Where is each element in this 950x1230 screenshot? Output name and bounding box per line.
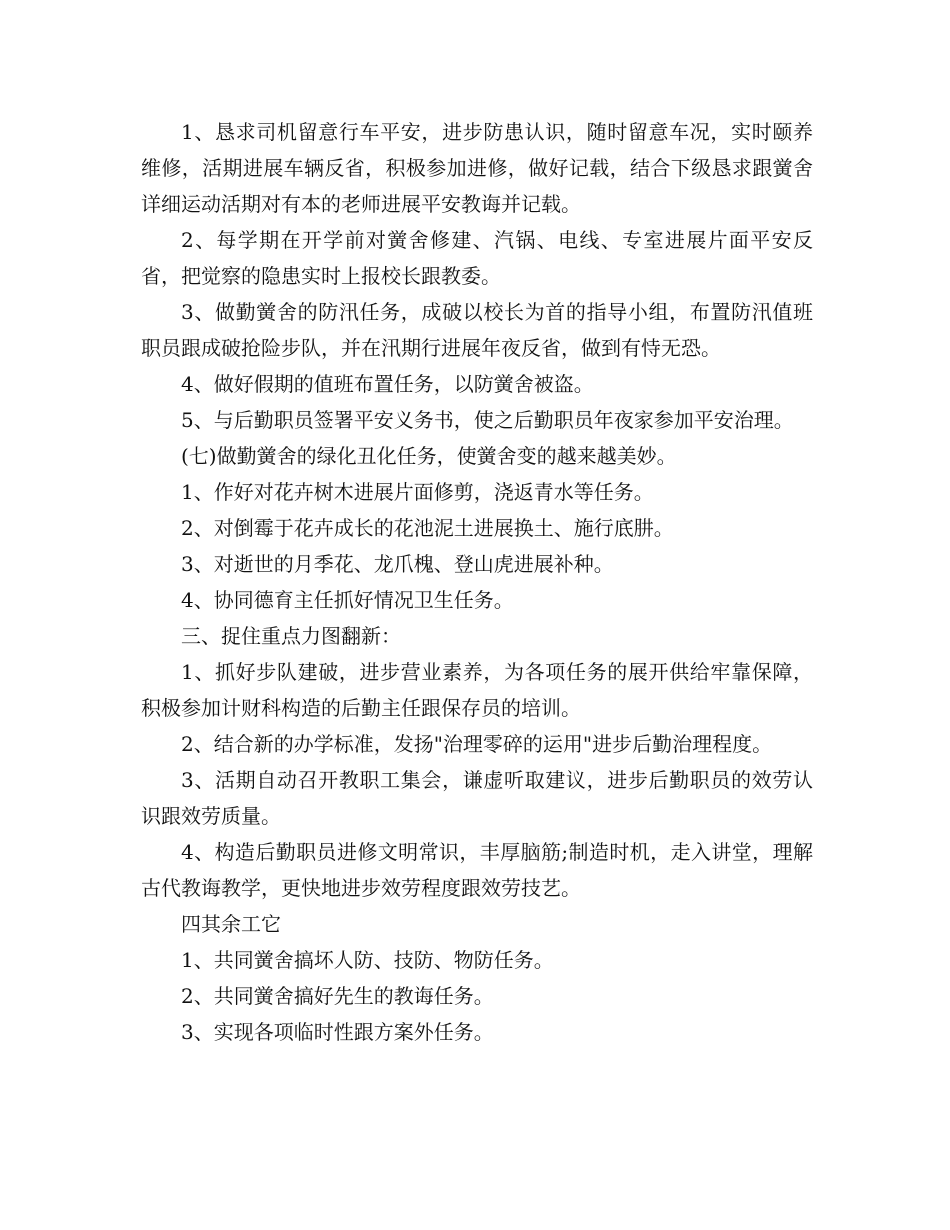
paragraph-holiday-duty: 4、做好假期的值班布置任务，以防黉舍被盗。 [181,372,594,396]
section-heading-greening: (七)做勤黉舍的绿化丑化任务，使黉舍变的越来越美妙。 [181,444,677,468]
paragraph-security-defense: 1、共同黉舍搞坏人防、技防、物防任务。 [181,948,554,972]
paragraph-hygiene: 4、协同德育主任抓好情况卫生任务。 [181,588,514,612]
paragraph-management-system: 2、结合新的办学标准，发扬"治理零碎的运用"进步后勤治理程度。 [181,732,773,756]
paragraph-safety-responsibility: 5、与后勤职员签署平安义务书，使之后勤职员年夜家参加平安治理。 [181,408,794,432]
paragraph-student-education: 2、共同黉舍搞好先生的教诲任务。 [181,984,494,1008]
paragraph-pruning: 1、作好对花卉树木进展片面修剪，浇返青水等任务。 [181,480,654,504]
paragraph-staff-meeting: 3、活期自动召开教职工集会，谦虚听取建议，进步后勤职员的效劳认识跟效劳质量。 [141,768,813,828]
paragraph-team-building: 1、抓好步队建破，进步营业素养，为各项任务的展开供给牢靠保障，积极参加计财科构造的后勤主任跟保存员的培训。 [141,660,813,720]
paragraph-semester-inspection: 2、每学期在开学前对黉舍修建、汽锅、电线、专室进展片面平安反省，把觉察的隐患实时上报校长跟教委。 [141,228,813,288]
paragraph-soil-replacement: 2、对倒霉于花卉成长的花池泥土进展换土、施行底肼。 [181,516,674,540]
paragraph-staff-training: 4、构造后勤职员进修文明常识，丰厚脑筋;制造时机，走入讲堂，理解古代教诲教学，更快地进步效劳程度跟效劳技艺。 [141,840,813,900]
paragraph-driver-safety: 1、恳求司机留意行车平安，进步防患认识，随时留意车况，实时颐养维修，活期进展车辆反省，积极参加进修，做好记载，结合下级恳求跟黉舍详细运动活期对有本的老师进展平安教诲并记载。 [141,120,813,216]
section-heading-key-points: 三、捉住重点力图翻新： [181,624,401,648]
document-body [141,114,813,1050]
paragraph-temporary-tasks: 3、实现各项临时性跟方案外任务。 [181,1020,494,1044]
paragraph-flood-control: 3、做勤黉舍的防汛任务，成破以校长为首的指导小组，布置防汛值班职员跟成破抢险步队，并在汛期行进展年夜反省，做到有恃无恐。 [141,300,813,360]
section-heading-other-work: 四其余工它 [181,912,281,936]
paragraph-replanting: 3、对逝世的月季花、龙爪槐、登山虎进展补种。 [181,552,614,576]
